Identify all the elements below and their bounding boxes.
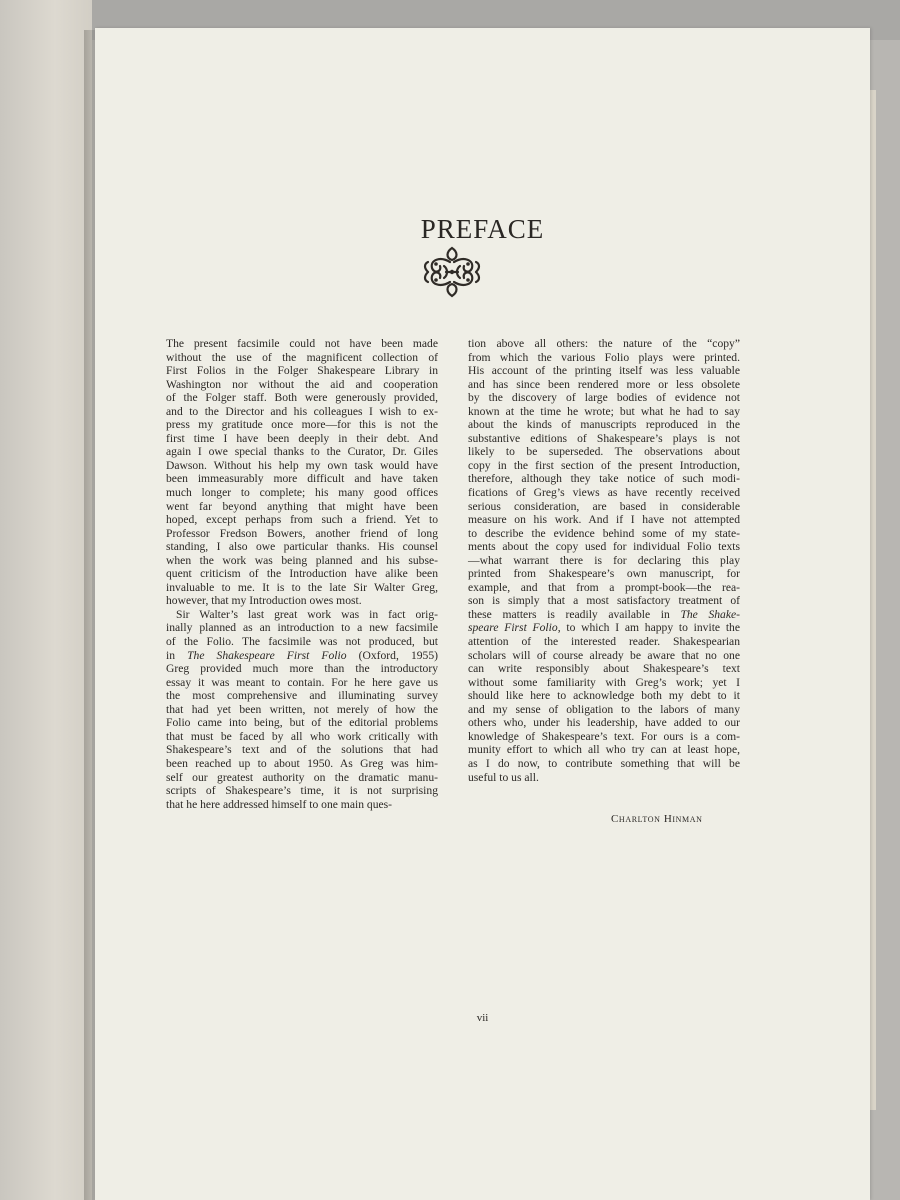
text-line-italic-title: these matters is readily available in The Shake-: [468, 607, 740, 621]
text-line: scripts of Shakespeare’s time, it is not surprising: [166, 784, 438, 798]
text-line: much longer to complete; his many good offices: [166, 486, 438, 500]
text-line: without the use of the magnificent collection of: [166, 350, 438, 364]
text-line: munity effort to which all who try can at least hope,: [468, 743, 740, 757]
text-line: fications of Greg’s views as have recently received: [468, 486, 740, 500]
text-line: known at the time he wrote; but what he had to say: [468, 404, 740, 418]
text-line: hoped, except perhaps from such a friend. Yet to: [166, 513, 438, 527]
text-line: that must be faced by all who work critically with: [166, 729, 438, 743]
text-line: however, that my Introduction owes most.: [166, 594, 362, 608]
text-line: from which the various Folio plays were printed.: [468, 350, 740, 364]
text-line: again I owe special thanks to the Curator, Dr. Giles: [166, 445, 438, 459]
fleuron-ornament-icon: [420, 242, 484, 302]
text-line: scholars will of course already be aware that no one: [468, 648, 740, 662]
text-line: Greg provided much more than the introductory: [166, 662, 438, 676]
text-line: The present facsimile could not have been made: [166, 337, 438, 350]
text-line: First Folios in the Folger Shakespeare Library in: [166, 364, 438, 378]
text-line: knowledge of Shakespeare’s text. For ours is a com-: [468, 729, 740, 743]
text-line: therefore, although they take notice of such modi-: [468, 472, 740, 486]
text-line: self our greatest authority on the dramatic manu-: [166, 770, 438, 784]
text-column-right: [468, 337, 740, 784]
text-line: that he here addressed himself to one main ques-: [166, 797, 393, 811]
italic-book-title: The Shakespeare First Folio: [187, 648, 347, 662]
text-line: went far beyond anything that might have been: [166, 499, 438, 513]
text-line: Washington nor without the aid and cooperation: [166, 377, 438, 391]
text-line: Shakespeare’s text and of the solutions that had: [166, 743, 438, 757]
text-line-italic-title: speare First Folio, to which I am happy to invite the: [468, 621, 740, 635]
text-line: invaluable to me. It is to the late Sir Walter Greg,: [166, 580, 438, 594]
text-line: —what warrant there is for declaring this play: [468, 553, 740, 567]
text-line: serious consideration, are based in considerable: [468, 499, 740, 513]
text-line: of the Folger staff. Both were generously provided,: [166, 391, 438, 405]
text-line: measure on his work. And if I have not attempted: [468, 513, 740, 527]
text-line: others who, under his leadership, have added to our: [468, 716, 740, 730]
text-line: that had yet been written, not merely of how the: [166, 702, 438, 716]
text-line: Sir Walter’s last great work was in fact orig-: [176, 607, 438, 621]
text-line: attention of the interested reader. Shakespearian: [468, 635, 740, 649]
text-line: ments about the copy used for individual Folio texts: [468, 540, 740, 554]
text-line: standing, I also owe particular thanks. His counsel: [166, 540, 438, 554]
text-line: printed from Shakespeare’s own manuscript, for: [468, 567, 740, 581]
page-title: PREFACE: [420, 214, 545, 245]
text-line: press my gratitude once more—for this is not the: [166, 418, 438, 432]
text-line: quent criticism of the Introduction have alike been: [166, 567, 438, 581]
text-line: of the Folio. The facsimile was not produced, but: [166, 635, 438, 649]
text-line: Dawson. Without his help my own task would have: [166, 458, 438, 472]
text-line: copy in the first section of the present Introduction,: [468, 458, 740, 472]
text-line: can write responsibly about Shakespeare’s text: [468, 662, 740, 676]
text-line: and my sense of obligation to the labors of many: [468, 702, 740, 716]
text-line: son is simply that a most satisfactory treatment of: [468, 594, 740, 608]
text-line: and to the Director and his colleagues I wish to ex-: [166, 404, 438, 418]
text-line: without some familiarity with Greg’s work; yet I: [468, 675, 740, 689]
text-line: been reached up to about 1950. As Greg was him-: [166, 756, 438, 770]
author-signature: Charlton Hinman: [611, 813, 703, 825]
text-line: Folio came into being, but of the editorial problems: [166, 716, 438, 730]
text-line: first time I have been deeply in their debt. And: [166, 431, 438, 445]
text-line: substantive editions of Shakespeare’s plays is not: [468, 431, 740, 445]
text-line: when the work was being planned and his subse-: [166, 553, 438, 567]
italic-book-title: The Shake-: [680, 607, 740, 621]
text-line: useful to us all.: [468, 770, 539, 784]
text-line: to describe the evidence behind some of my state-: [468, 526, 740, 540]
text-line: His account of the printing itself was less valuable: [468, 364, 740, 378]
text-line: example, and that from a prompt-book—the rea-: [468, 580, 740, 594]
text-line-italic-title: in The Shakespeare First Folio (Oxford, 1955): [166, 648, 438, 662]
text-column-left: [166, 337, 438, 811]
text-line: the most comprehensive and illuminating survey: [166, 689, 438, 703]
text-line: tion above all others: the nature of the “copy”: [468, 337, 740, 350]
facing-page-edge: [0, 0, 92, 1200]
text-line: as I do now, to contribute something that will be: [468, 756, 740, 770]
text-line: about the kinds of manuscripts reproduced in the: [468, 418, 740, 432]
book-page: [95, 28, 870, 1200]
text-line: inally planned as an introduction to a new facsimile: [166, 621, 438, 635]
text-line: essay it was meant to contain. For he here gave us: [166, 675, 438, 689]
text-line: Professor Fredson Bowers, another friend of long: [166, 526, 438, 540]
page-number: vii: [476, 1012, 489, 1024]
text-line: should like here to acknowledge both my debt to it: [468, 689, 740, 703]
text-line: been immeasurably more difficult and have taken: [166, 472, 438, 486]
text-line: and has since been rendered more or less obsolete: [468, 377, 740, 391]
text-line: likely to be superseded. The observations about: [468, 445, 740, 459]
text-line: by the discovery of large bodies of evidence not: [468, 391, 740, 405]
italic-book-title: speare First Folio: [468, 621, 558, 635]
